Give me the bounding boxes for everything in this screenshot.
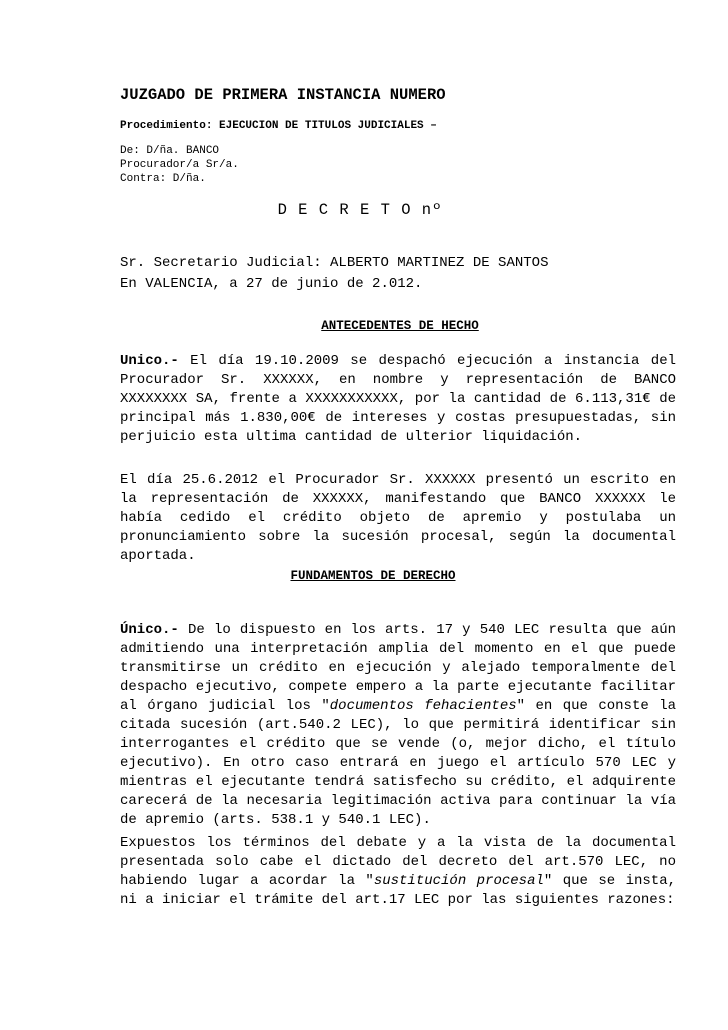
paragraph-text: " que se insta, ni a iniciar el trámite del art.17 LEC por las siguientes razones:	[120, 873, 676, 908]
paragraph-label: Único.-	[120, 622, 179, 638]
party-de: De: D/ña. BANCO	[120, 145, 220, 157]
paragraph-fundamentos-2	[120, 834, 676, 910]
procedure-line	[120, 120, 676, 132]
paragraph-italic: documentos fehacientes	[329, 698, 517, 714]
paragraph-text: Expuestos los términos del debate y a la vista de la documental presentada solo cabe el dictado del decreto del art.570 LEC, no habiendo lugar a acordar la "	[120, 835, 676, 889]
secretary-line: Sr. Secretario Judicial: ALBERTO MARTINEZ DE SANTOS	[120, 255, 549, 271]
heading-fundamentos: FUNDAMENTOS DE DERECHO	[290, 569, 456, 583]
place-date-line: En VALENCIA, a 27 de junio de 2.012.	[120, 276, 423, 292]
paragraph-antecedentes-unico	[120, 352, 676, 447]
parties-block	[120, 144, 676, 186]
procedure-value: EJECUCION DE TITULOS JUDICIALES –	[212, 120, 437, 132]
paragraph-label: Unico.-	[120, 353, 179, 369]
paragraph-text: De lo dispuesto en los arts. 17 y 540 LEC resulta que aún admitiendo una interpretación amplia del momento en el que puede transmitirse un crédito en ejecución y alejado temporalmente del despacho ejecutivo, compete empero a la parte ejecutante facilitar al órgano judicial los "	[120, 622, 676, 714]
paragraph-italic: sustitución procesal	[373, 873, 544, 889]
heading-antecedentes: ANTECEDENTES DE HECHO	[321, 319, 479, 333]
paragraph-text: El día 19.10.2009 se despachó ejecución a instancia del Procurador Sr. XXXXXX, en nombre y representación de BANCO XXXXXXXX SA, frente a XXXXXXXXXXX, por la cantidad de 6.113,31€ de principal más 1.830,00€ de intereses y costas presupuestadas, sin perjuicio esta ultima cantidad de ulterior liquidación.	[120, 353, 676, 445]
party-contra: Contra: D/ña.	[120, 173, 206, 185]
paragraph-antecedentes-2: El día 25.6.2012 el Procurador Sr. XXXXXX presentó un escrito en la representación de XXXXXX, manifestando que BANCO XXXXXX le había cedido el crédito objeto de apremio y postulaba un pronunciamiento sobre la sucesión procesal, según la documental aportada.	[120, 472, 676, 564]
paragraph-text: " en que conste la citada sucesión (art.540.2 LEC), lo que permitirá identificar sin interrogantes el crédito que se vende (o, mejor dicho, el título ejecutivo). En otro caso entrará en juego el artículo 570 LEC y mientras el ejecutante tendrá satisfecho su crédito, el adquirente carecerá de la necesaria legitimación activa para continuar la vía de apremio (arts. 538.1 y 540.1 LEC).	[120, 698, 676, 828]
secretary-block	[120, 253, 676, 295]
procedure-label: Procedimiento:	[120, 120, 213, 132]
court-title: JUZGADO DE PRIMERA INSTANCIA NUMERO	[120, 86, 446, 104]
decree-title: D E C R E T O nº	[277, 201, 443, 219]
paragraph-fundamentos-unico	[120, 621, 676, 830]
party-procurador: Procurador/a Sr/a.	[120, 159, 239, 171]
